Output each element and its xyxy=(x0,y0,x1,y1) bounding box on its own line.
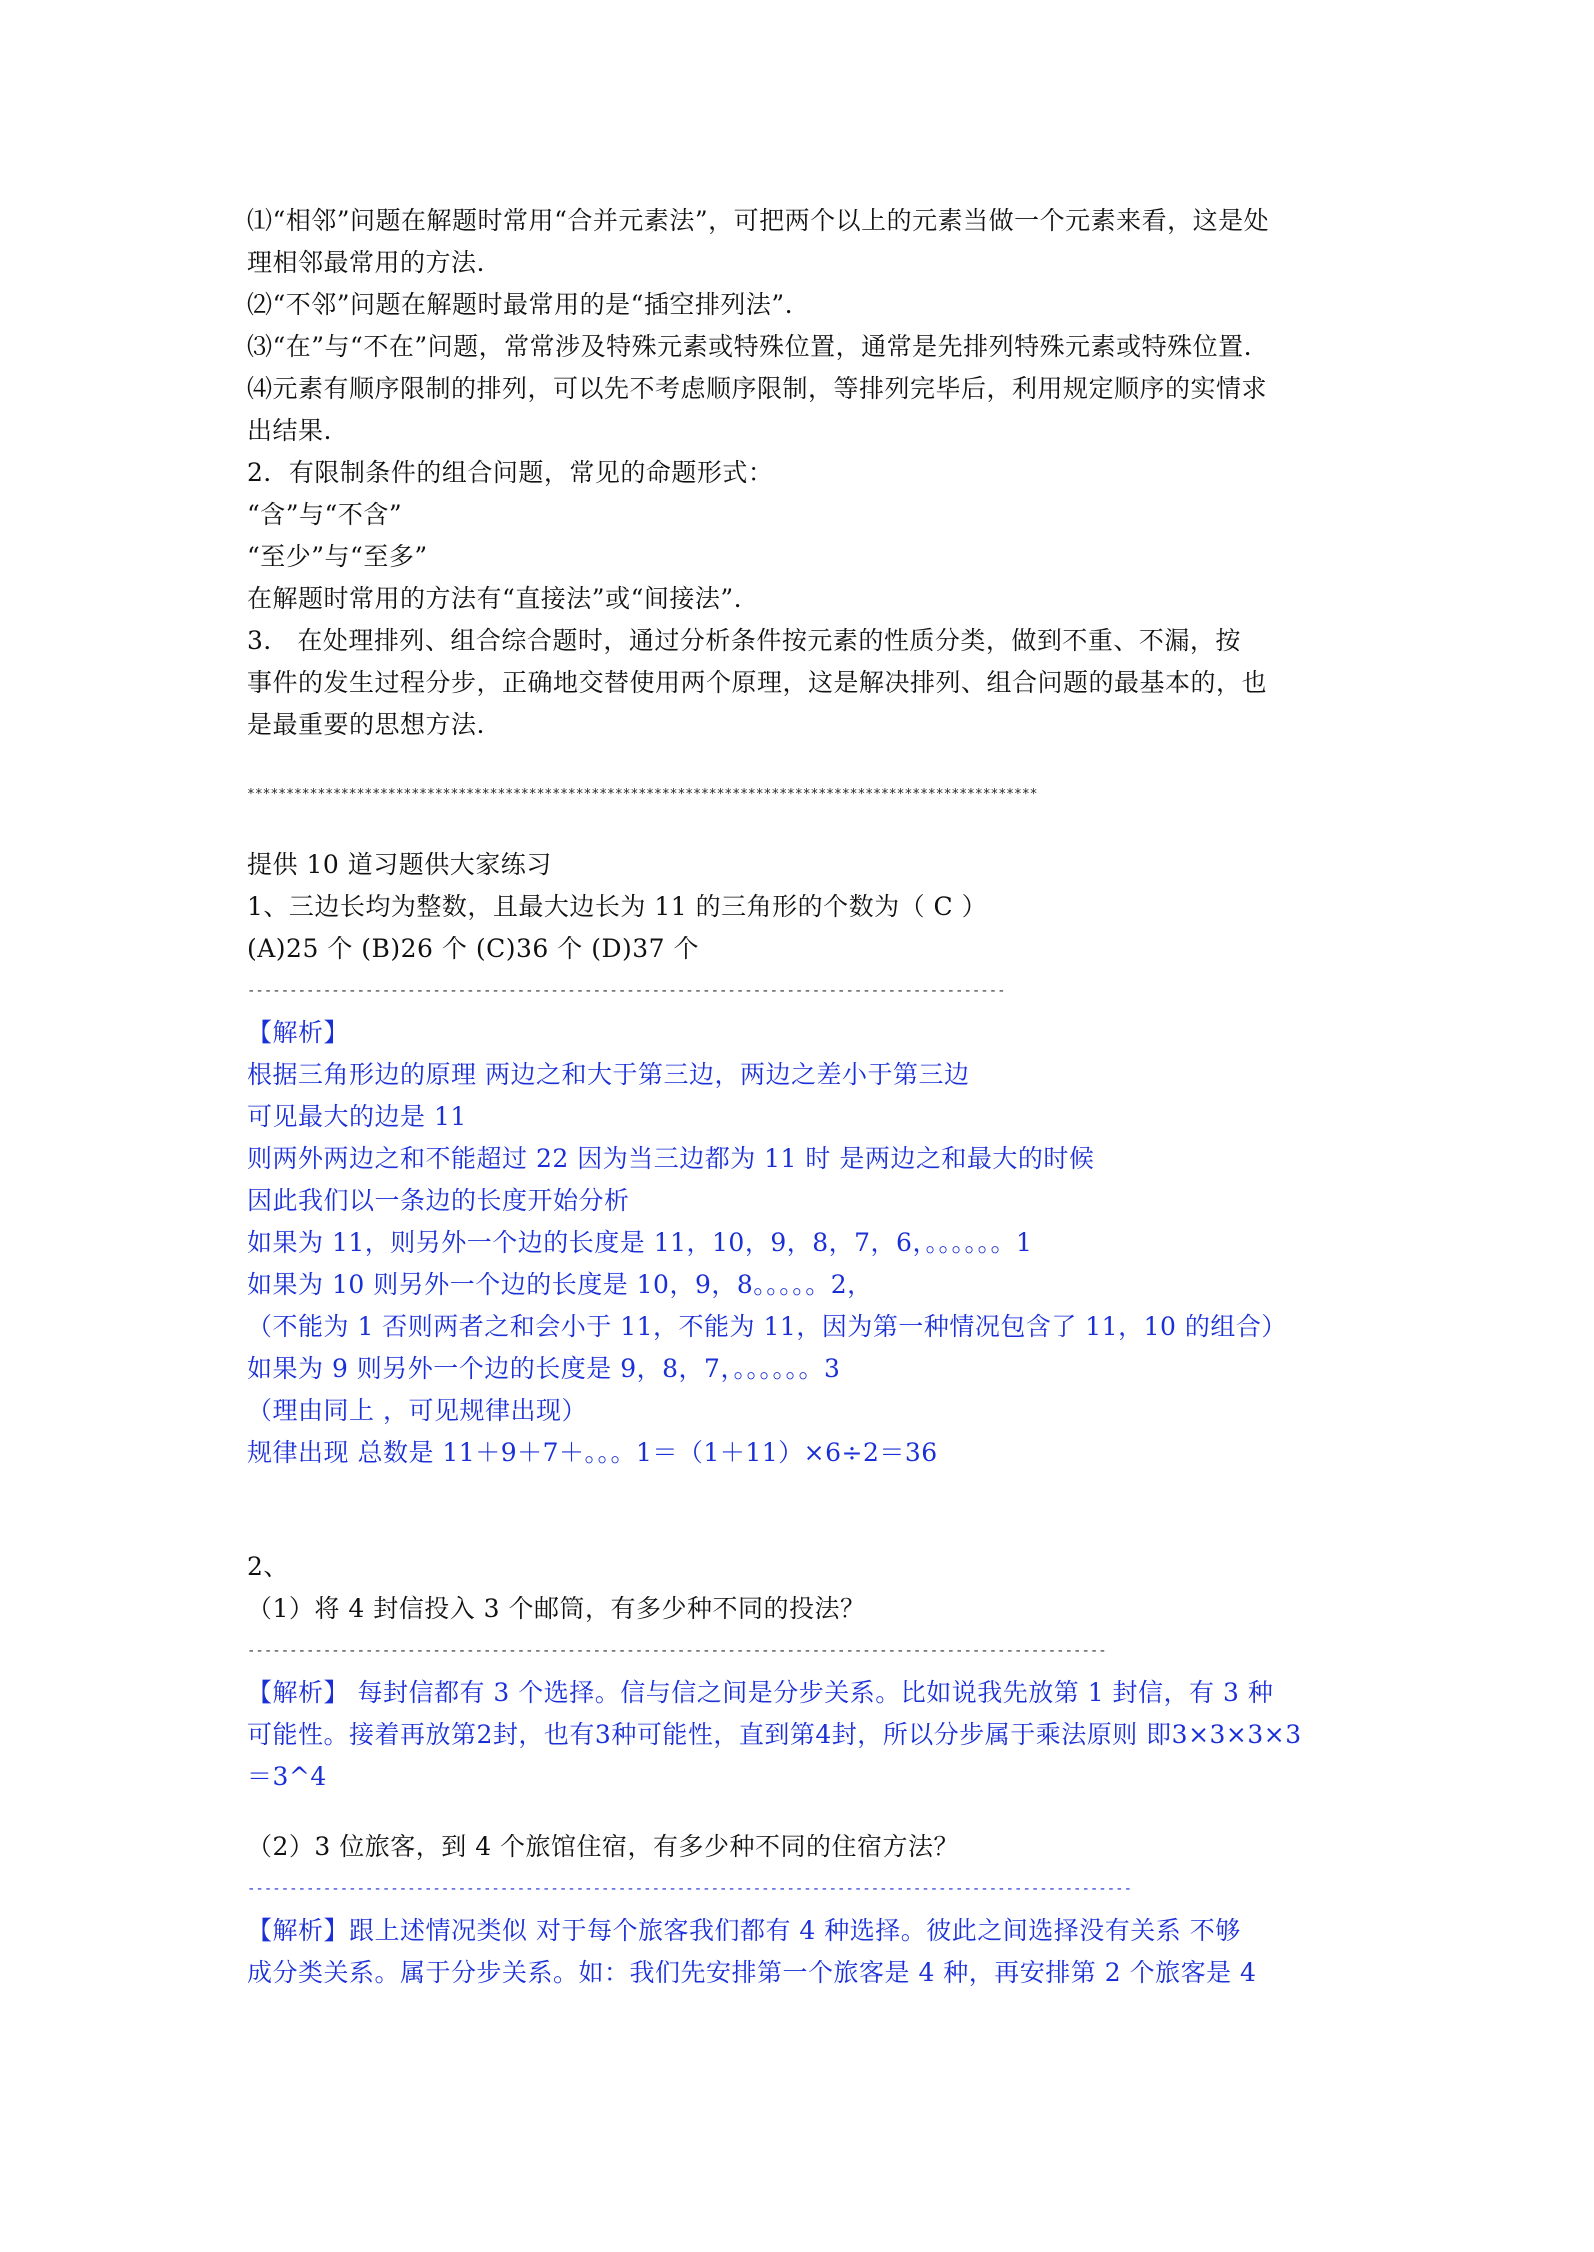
q1-analysis-line: 因此我们以一条边的长度开始分析 xyxy=(247,1186,630,1215)
q2-part2-analysis-line2: 成分类关系。属于分步关系。如：我们先安排第一个旅客是 4 种，再安排第 2 个旅客是 4 xyxy=(247,1958,1257,1987)
q1-analysis-line: 规律出现 总数是 11＋9＋7＋。。。1＝（1＋11）×6÷2＝36 xyxy=(247,1438,938,1467)
exercises-heading: 提供 10 道习题供大家练习 xyxy=(247,850,552,879)
q1-analysis-line: 如果为 10 则另外一个边的长度是 10，9，8。。。。。2， xyxy=(247,1270,873,1299)
intro-p4-line1: ⑷元素有顺序限制的排列，可以先不考虑顺序限制，等排列完毕后，利用规定顺序的实情求 xyxy=(247,374,1268,403)
section-2-item-b: “至少”与“至多” xyxy=(247,542,428,571)
spacer xyxy=(247,1798,1357,1826)
spacer xyxy=(247,816,1357,844)
q2-part1-analysis-line3: ＝3^4 xyxy=(247,1762,327,1791)
q1-analysis-line: 如果为 11，则另外一个边的长度是 11，10，9，8，7，6，。。。。。。1 xyxy=(247,1228,1033,1257)
q2-part1-divider: ------------------------------------------------------------------------------------------------------ xyxy=(247,1643,1107,1659)
spacer xyxy=(247,1474,1357,1546)
intro-p1-line2: 理相邻最常用的方法. xyxy=(247,248,485,277)
section-2-item-c: 在解题时常用的方法有“直接法”或“间接法”. xyxy=(247,584,743,613)
q2-part1-analysis-line2: 可能性。接着再放第2封，也有3种可能性，直到第4封，所以分步属于乘法原则 即3×3×3×3 xyxy=(247,1720,1302,1749)
document-body xyxy=(247,200,1357,1994)
q1-analysis-title: 【解析】 xyxy=(247,1018,350,1047)
intro-p1-line1: ⑴“相邻”问题在解题时常用“合并元素法”，可把两个以上的元素当做一个元素来看，这是处 xyxy=(247,206,1270,235)
q1-analysis-line: 根据三角形边的原理 两边之和大于第三边，两边之差小于第三边 xyxy=(247,1060,970,1089)
section-3-line1: 3． 在处理排列、组合综合题时，通过分析条件按元素的性质分类，做到不重、不漏，按 xyxy=(247,626,1241,655)
section-3-line2: 事件的发生过程分步，正确地交替使用两个原理，这是解决排列、组合问题的最基本的，也 xyxy=(247,668,1268,697)
q2-part1-question: （1）将 4 封信投入 3 个邮筒，有多少种不同的投法？ xyxy=(247,1594,866,1623)
q1-analysis-line: 可见最大的边是 11 xyxy=(247,1102,467,1131)
q2-part1-analysis-line1: 【解析】 每封信都有 3 个选择。信与信之间是分步关系。比如说我先放第 1 封信，有 3 种 xyxy=(247,1678,1274,1707)
q2-part2-analysis-line1: 【解析】跟上述情况类似 对于每个旅客我们都有 4 种选择。彼此之间选择没有关系 不够 xyxy=(247,1916,1241,1945)
q1-question: 1、三边长均为整数，且最大边长为 11 的三角形的个数为（ C ） xyxy=(247,892,988,921)
q2-part2-divider: --------------------------------------------------------------------------------------------------------- xyxy=(247,1881,1133,1897)
q1-analysis-line: （理由同上 ，可见规律出现） xyxy=(247,1396,587,1425)
q2-part2-question: （2）3 位旅客，到 4 个旅馆住宿，有多少种不同的住宿方法？ xyxy=(247,1832,960,1861)
spacer xyxy=(247,746,1357,774)
section-3-line3: 是最重要的思想方法. xyxy=(247,710,485,739)
q1-analysis-line: 则两外两边之和不能超过 22 因为当三边都为 11 时 是两边之和最大的时候 xyxy=(247,1144,1095,1173)
star-separator: ***************************************************************************************************** xyxy=(247,787,1038,802)
intro-p3: ⑶“在”与“不在”问题，常常涉及特殊元素或特殊位置，通常是先排列特殊元素或特殊位置. xyxy=(247,332,1253,361)
q1-analysis-line: 如果为 9 则另外一个边的长度是 9，8，7，。。。。。。3 xyxy=(247,1354,841,1383)
q1-options: (A)25 个 (B)26 个 (C)36 个 (D)37 个 xyxy=(247,934,699,963)
q1-divider: ------------------------------------------------------------------------------------------ xyxy=(247,983,1006,999)
intro-p2: ⑵“不邻”问题在解题时最常用的是“插空排列法”. xyxy=(247,290,794,319)
q1-analysis-line: （不能为 1 否则两者之和会小于 11，不能为 11，因为第一种情况包含了 11，10 的组合） xyxy=(247,1312,1287,1341)
intro-p4-line2: 出结果. xyxy=(247,416,332,445)
q2-number: 2、 xyxy=(247,1552,289,1581)
section-2-item-a: “含”与“不含” xyxy=(247,500,403,529)
section-2-heading: 2．有限制条件的组合问题，常见的命题形式： xyxy=(247,458,774,487)
